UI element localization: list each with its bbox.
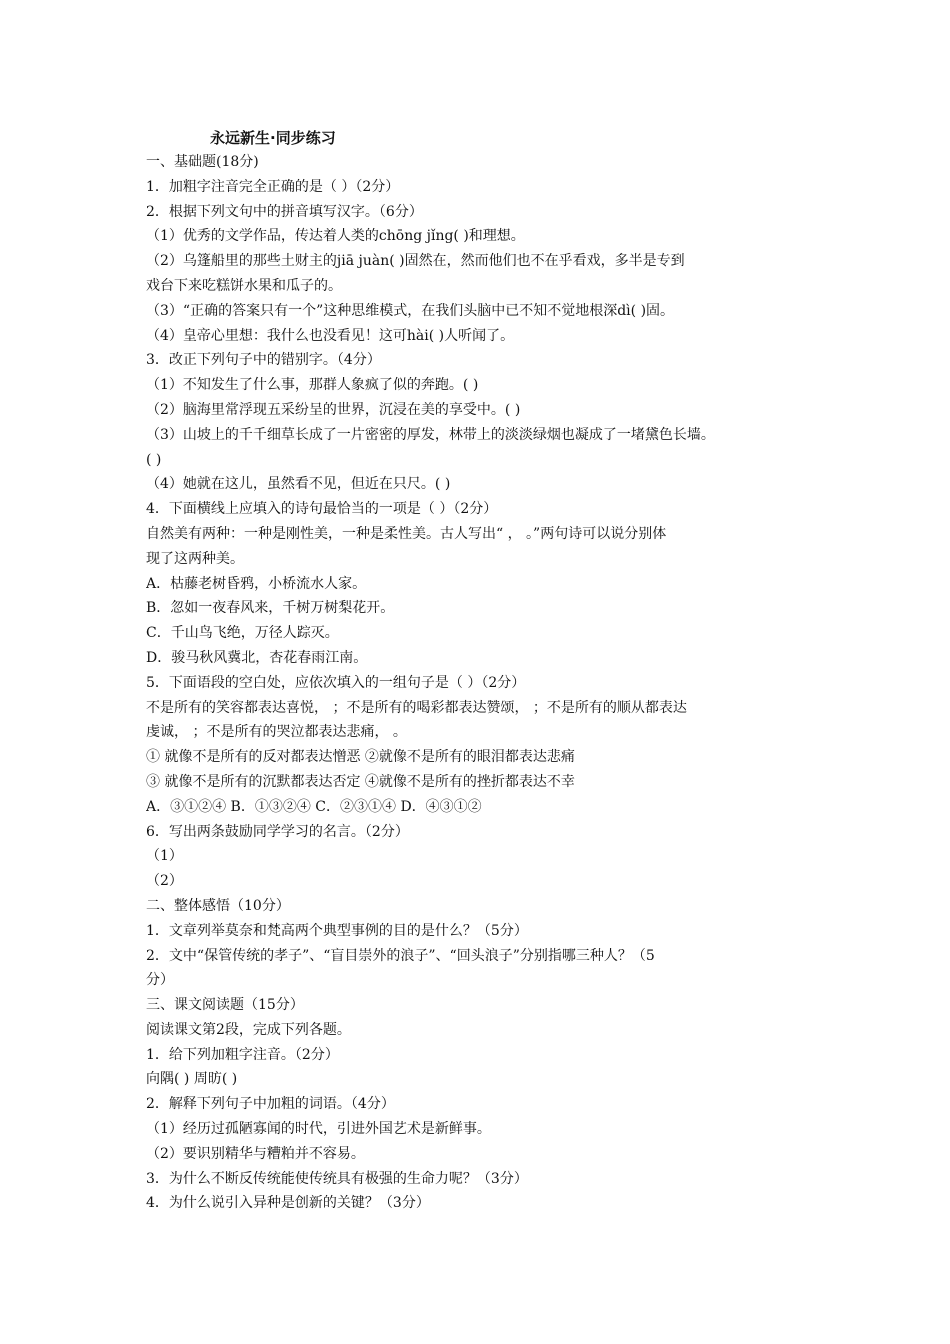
text-line: 2．文中“保管传统的孝子”、“盲目崇外的浪子”、“回头浪子”分别指哪三种人？（5: [146, 947, 655, 964]
text-line: 阅读课文第2段，完成下列各题。: [146, 1021, 351, 1038]
text-line: （1）不知发生了什么事，那群人象疯了似的奔跑。( ): [146, 377, 479, 394]
text-line: 向隅( ) 周昉( ): [146, 1071, 238, 1088]
text-line: ① 就像不是所有的反对都表达憎恶 ②就像不是所有的眼泪都表达悲痛: [146, 749, 575, 766]
text-line: （1）优秀的文学作品，传达着人类的chōng jǐng( )和理想。: [146, 228, 525, 245]
text-line: 自然美有两种：一种是刚性美，一种是柔性美。古人写出“ ， 。”两句诗可以说分别体: [146, 525, 667, 542]
text-line: B．忽如一夜春风来，千树万树梨花开。: [146, 600, 395, 617]
text-line: 分）: [146, 972, 174, 989]
text-line: A．③①②④ B．①③②④ C．②③①④ D．④③①②: [146, 798, 482, 815]
text-line: （2）脑海里常浮现五采纷呈的世界，沉浸在美的享受中。( ): [146, 401, 521, 418]
text-line: 4．下面横线上应填入的诗句最恰当的一项是（ ）（2分）: [146, 501, 498, 518]
text-line: ( ): [146, 451, 162, 468]
text-line: 1．文章列举莫奈和梵高两个典型事例的目的是什么？（5分）: [146, 922, 528, 939]
text-line: 3．为什么不断反传统能使传统具有极强的生命力呢？（3分）: [146, 1170, 528, 1187]
text-line: A．枯藤老树昏鸦，小桥流水人家。: [146, 575, 367, 592]
document-body: [146, 150, 816, 1216]
text-line: 2．解释下列句子中加粗的词语。（4分）: [146, 1096, 395, 1113]
text-line: 不是所有的笑容都表达喜悦， ；不是所有的喝彩都表达赞颂， ；不是所有的顺从都表达: [146, 699, 687, 716]
text-line: （1）: [146, 848, 183, 865]
text-line: 一、基础题(18分): [146, 154, 259, 170]
text-line: 5．下面语段的空白处，应依次填入的一组句子是（ ）（2分）: [146, 674, 526, 691]
text-line: D．骏马秋风冀北，杏花春雨江南。: [146, 649, 368, 666]
text-line: 1．加粗字注音完全正确的是（ ）（2分）: [146, 178, 400, 195]
text-line: 虔诚， ；不是所有的哭泣都表达悲痛， 。: [146, 724, 407, 741]
text-line: 2．根据下列文句中的拼音填写汉字。（6分）: [146, 203, 423, 220]
text-line: （4）她就在这儿，虽然看不见，但近在只尺。( ): [146, 476, 451, 493]
text-line: （3）“正确的答案只有一个”这种思维模式，在我们头脑中已不知不觉地根深dì( )固。: [146, 302, 675, 319]
text-line: 戏台下来吃糕饼水果和瓜子的。: [146, 277, 342, 294]
text-line: 三、课文阅读题（15分）: [146, 997, 304, 1014]
text-line: ③ 就像不是所有的沉默都表达否定 ④就像不是所有的挫折都表达不幸: [146, 773, 575, 790]
text-line: 二、整体感悟（10分）: [146, 897, 290, 914]
text-line: 4．为什么说引入异种是创新的关键？（3分）: [146, 1195, 430, 1212]
text-line: 1．给下列加粗字注音。（2分）: [146, 1046, 339, 1063]
text-line: 3．改正下列句子中的错别字。（4分）: [146, 352, 381, 369]
text-line: （2）: [146, 873, 183, 890]
text-line: （2）乌篷船里的那些土财主的jiā juàn( )固然在，然而他们也不在乎看戏，多半是专到: [146, 253, 685, 270]
text-line: （1）经历过孤陋寡闻的时代，引进外国艺术是新鲜事。: [146, 1121, 491, 1138]
text-line: （4）皇帝心里想：我什么也没看见！这可hài( )人听闻了。: [146, 327, 515, 344]
text-line: （2）要识别精华与糟粕并不容易。: [146, 1145, 365, 1162]
text-line: （3）山坡上的千千细草长成了一片密密的厚发，林带上的淡淡绿烟也凝成了一堵黛色长墙。: [146, 426, 715, 443]
text-line: 现了这两种美。: [146, 550, 244, 567]
text-line: 6．写出两条鼓励同学学习的名言。（2分）: [146, 823, 409, 840]
document-title: 永远新生·同步练习: [210, 129, 336, 147]
text-line: C．千山鸟飞绝，万径人踪灭。: [146, 625, 339, 642]
